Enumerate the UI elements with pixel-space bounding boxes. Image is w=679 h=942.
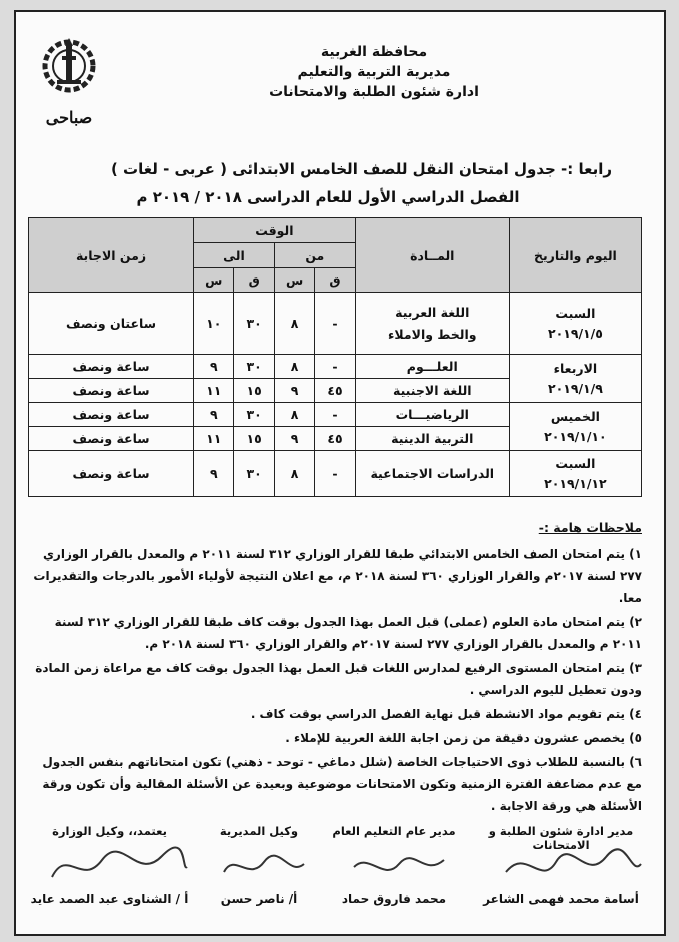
- answer-time-cell: ساعة ونصف: [29, 403, 194, 427]
- day: السبت: [555, 455, 596, 471]
- note-item: ٦) بالنسبة للطلاب ذوى الاحتياجات الخاصة (شلل دماغي - توحد - ذهني) تكون امتحاناتهم بنفس الجدول مع عدم مضاعفة الفترة الزمنية وتكون الامتحانات موضوعية وبعيدة عن الأسئلة المقالية وأن تكون ورقة الأسئلة هي ورقة الاجابة .: [42, 755, 642, 813]
- logo-label: صباحى: [45, 108, 93, 127]
- note-item: ٣) يتم امتحان المستوى الرفيع لمدارس اللغات قبل العمل بهذا الجدول بوقت كاف مع مراعاة زمن المادة ودون تعطيل لليوم الدراسي .: [35, 661, 642, 697]
- day-date-cell: [509, 403, 641, 451]
- header-from: من: [274, 243, 355, 268]
- to-q-cell: ٣٠: [234, 293, 274, 355]
- table-row: [29, 403, 642, 427]
- from-q-cell: ٤٥: [315, 427, 355, 451]
- subject-cell: العلـــوم: [355, 355, 509, 379]
- answer-time-cell: ساعة ونصف: [29, 451, 194, 497]
- directorate-line: مديرية التربية والتعليم: [297, 64, 451, 80]
- header-to-s: س: [194, 268, 234, 293]
- from-s-cell: ٨: [274, 355, 314, 379]
- signature-block: [324, 824, 464, 906]
- header-day-date: اليوم والتاريخ: [509, 218, 641, 293]
- signature-block: [27, 824, 192, 906]
- from-s-cell: ٩: [274, 427, 314, 451]
- signature-name: أسامة محمد فهمى الشاعر: [483, 892, 639, 906]
- signature-name: محمد فاروق حماد: [341, 892, 447, 906]
- signature-role: مدير عام التعليم العام: [332, 824, 456, 838]
- subject-cell: اللغة الاجنبية: [355, 379, 509, 403]
- day-date-cell: [509, 293, 641, 355]
- signature-role: مدير ادارة شئون الطلبة و الامتحانات: [488, 824, 634, 852]
- gear-minaret-icon: [39, 34, 99, 104]
- signatures: [22, 824, 654, 924]
- from-q-cell: -: [315, 355, 355, 379]
- day-date-cell: [509, 451, 641, 497]
- header-from-s: س: [274, 268, 314, 293]
- from-s-cell: ٨: [274, 451, 314, 497]
- day: السبت: [555, 305, 596, 321]
- from-s-cell: ٩: [274, 379, 314, 403]
- header-to: الى: [194, 243, 275, 268]
- handwritten-signature-icon: [214, 842, 314, 892]
- answer-time-cell: ساعة ونصف: [29, 355, 194, 379]
- signature-name: أ / الشناوى عبد الصمد عايد: [30, 892, 189, 906]
- date: ٢٠١٩/١/٥: [547, 325, 603, 341]
- from-s-cell: ٨: [274, 293, 314, 355]
- to-s-cell: ١١: [194, 379, 234, 403]
- to-s-cell: ١٠: [194, 293, 234, 355]
- exam-schedule-table: [28, 217, 642, 497]
- department-line: ادارة شئون الطلبة والامتحانات: [269, 84, 479, 100]
- note-item: ٢) يتم امتحان مادة العلوم (عملى) قبل العمل بهذا الجدول بوقت كاف طبقا للقرار الوزاري ٣١٢ لسنة ٢٠١١ م والمعدل بالقرار الوزاري ٢٧٧ لسنة ٢٠١٧م والقرار الوزاري ٣٦٠ لسنة ٢٠١٨ م.: [54, 615, 642, 651]
- to-s-cell: ٩: [194, 451, 234, 497]
- answer-time-cell: ساعة ونصف: [29, 379, 194, 403]
- term-title: الفصل الدراسي الأول للعام الدراسى ٢٠١٨ / ٢٠١٩ م: [136, 188, 520, 206]
- header-from-q: ق: [315, 268, 355, 293]
- subject-cell: التربية الدينية: [355, 427, 509, 451]
- note-item: ١) يتم امتحان الصف الخامس الابتدائي طبقا للقرار الوزاري ٣١٢ لسنة ٢٠١١ م والمعدل بالقرار الوزاري ٢٧٧ لسنة ٢٠١٧م والقرار الوزاري ٣٦٠ لسنة ٢٠١٨ م، مع اعلان النتيجة لأولياء الأمور بالدرجات والتقديرات معا.: [33, 547, 642, 605]
- signature-role: وكيل المديرية: [219, 824, 299, 838]
- document-page: [14, 10, 666, 936]
- answer-time-cell: ساعة ونصف: [29, 427, 194, 451]
- to-q-cell: ٣٠: [234, 451, 274, 497]
- directorate-logo: [34, 34, 104, 144]
- subject-cell: الرياضيـــات: [355, 403, 509, 427]
- table-row: [29, 355, 642, 379]
- signature-block: [476, 824, 646, 906]
- table-row: [29, 451, 642, 497]
- from-q-cell: ٤٥: [315, 379, 355, 403]
- handwritten-signature-icon: [42, 842, 192, 892]
- header-time: الوقت: [194, 218, 356, 243]
- signature-name: أ/ ناصر حسن: [220, 892, 298, 906]
- date: ٢٠١٩/١/١٢: [544, 475, 607, 491]
- to-s-cell: ١١: [194, 427, 234, 451]
- signature-block: [204, 824, 314, 906]
- day: الخميس: [550, 408, 600, 424]
- date: ٢٠١٩/١/١٠: [544, 428, 607, 444]
- note-item: ٥) يخصص عشرون دقيقة من زمن اجابة اللغة العربية للإملاء .: [285, 731, 642, 745]
- table-row: [29, 293, 642, 355]
- to-q-cell: ١٥: [234, 379, 274, 403]
- to-s-cell: ٩: [194, 355, 234, 379]
- day: الاربعاء: [553, 360, 598, 376]
- from-q-cell: -: [315, 403, 355, 427]
- to-q-cell: ٣٠: [234, 403, 274, 427]
- from-s-cell: ٨: [274, 403, 314, 427]
- date: ٢٠١٩/١/٩: [547, 380, 603, 396]
- subject-cell: اللغة العربية والخط والاملاء: [355, 293, 509, 355]
- to-q-cell: ١٥: [234, 427, 274, 451]
- important-notes: [30, 517, 642, 819]
- governorate-line: محافظة الغربية: [320, 44, 428, 60]
- from-q-cell: -: [315, 293, 355, 355]
- day-date-cell: [509, 355, 641, 403]
- subject-cell: الدراسات الاجتماعية: [355, 451, 509, 497]
- handwritten-signature-icon: [344, 842, 464, 892]
- header-answer-time: زمن الاجابة: [29, 218, 194, 293]
- schedule-title: رابعا :- جدول امتحان النقل للصف الخامس الابتدائى ( عربى - لغات ): [110, 160, 612, 178]
- note-item: ٤) يتم تقويم مواد الانشطة قبل نهاية الفصل الدراسي بوقت كاف .: [250, 707, 642, 721]
- answer-time-cell: ساعتان ونصف: [29, 293, 194, 355]
- header-subject: المــادة: [355, 218, 509, 293]
- to-s-cell: ٩: [194, 403, 234, 427]
- notes-title: ملاحظات هامة :-: [538, 520, 642, 535]
- to-q-cell: ٣٠: [234, 355, 274, 379]
- header-to-q: ق: [234, 268, 274, 293]
- signature-role: يعتمد،، وكيل الوزارة: [52, 824, 167, 838]
- from-q-cell: -: [315, 451, 355, 497]
- letterhead: [244, 42, 504, 102]
